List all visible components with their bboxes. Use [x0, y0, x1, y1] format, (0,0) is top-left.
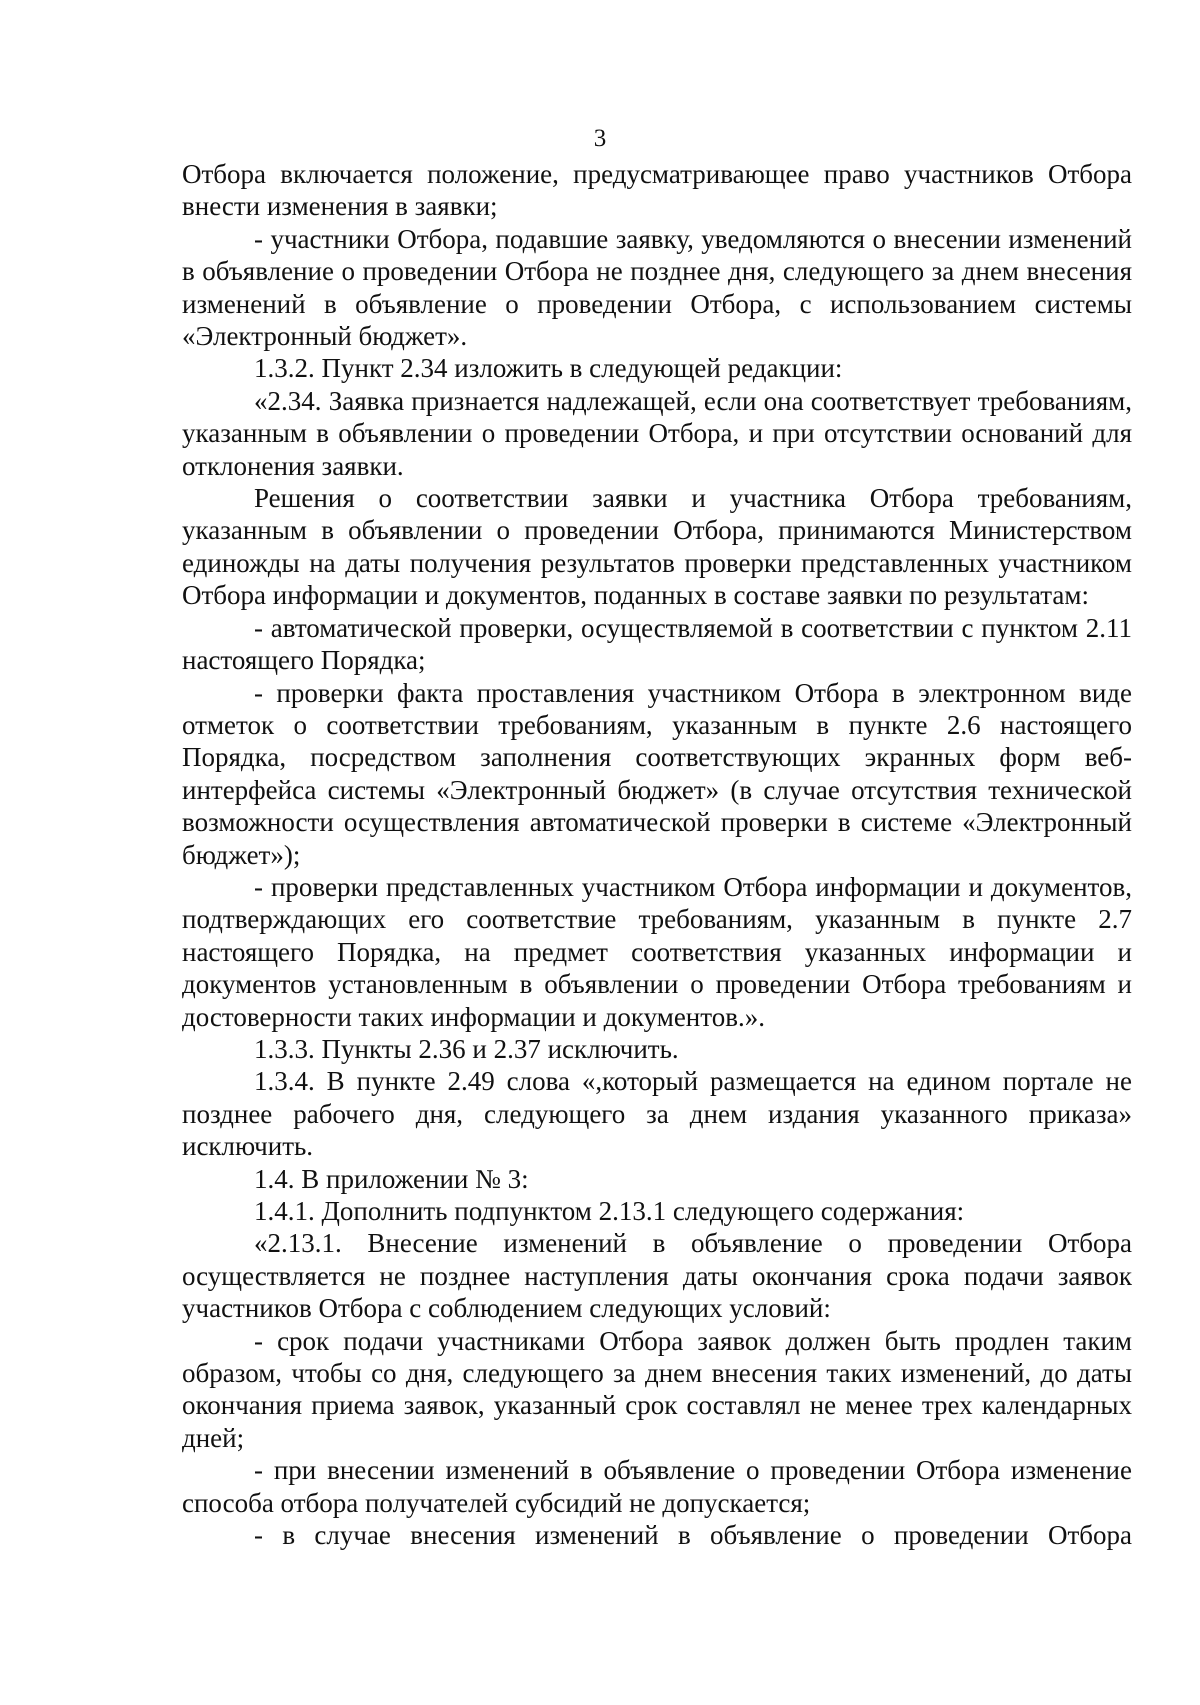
document-body: [182, 158, 1132, 1551]
paragraph-6: - автоматической проверки, осуществляемой в соответствии с пунктом 2.11 настоящего Порядка;: [182, 612, 1132, 676]
paragraph-4: «2.34. Заявка признается надлежащей, если она соответствует требованиям, указанным в объявлении о проведении Отбора, и при отсутствии оснований для отклонения заявки.: [182, 385, 1132, 481]
paragraph-1: Отбора включается положение, предусматривающее право участников Отбора внести изменения в заявки;: [182, 159, 1132, 222]
paragraph-10: 1.3.4. В пункте 2.49 слова «,который размещается на едином портале не позднее рабочего дня, следующего за днем издания указанного приказа» исключить.: [182, 1066, 1132, 1162]
paragraph-5: Решения о соответствии заявки и участника Отбора требованиям, указанным в объявлении о проведении Отбора, принимаются Министерством единожды на даты получения результатов проверки представленных участником Отбора информации и документов, поданных в составе заявки по результатам:: [182, 483, 1132, 611]
paragraph-9: 1.3.3. Пункты 2.36 и 2.37 исключить.: [254, 1033, 679, 1064]
paragraph-11: 1.4. В приложении № 3:: [254, 1163, 529, 1194]
paragraph-15: - при внесении изменений в объявление о проведении Отбора изменение способа отбора получателей субсидий не допускается;: [182, 1455, 1132, 1518]
paragraph-2: - участники Отбора, подавшие заявку, уведомляются о внесении изменений в объявление о проведении Отбора не позднее дня, следующего за днем внесения изменений в объявление о проведении Отбора, с использованием системы «Электронный бюджет».: [182, 223, 1132, 352]
paragraph-13: «2.13.1. Внесение изменений в объявление о проведении Отбора осуществляется не позднее наступления даты окончания срока подачи заявок участников Отбора с соблюдением следующих условий:: [182, 1228, 1132, 1324]
paragraph-8: - проверки представленных участником Отбора информации и документов, подтверждающих его соответствие требованиям, указанным в пункте 2.7 настоящего Порядка, на предмет соответствия указанных информации и документов установленным в объявлении о проведении Отбора требованиям и достоверности таких информации и документов.».: [182, 871, 1132, 1032]
paragraph-3: 1.3.2. Пункт 2.34 изложить в следующей редакции:: [254, 353, 843, 384]
page-number: 3: [593, 125, 607, 152]
paragraph-7: - проверки факта проставления участником Отбора в электронном виде отметок о соответствии требованиям, указанным в пункте 2.6 настоящего Порядка, посредством заполнения соответствующих экранных форм веб-интерфейса системы «Электронный бюджет» (в случае отсутствия технической возможности осуществления автоматической проверки в системе «Электронный бюджет»);: [182, 677, 1132, 870]
paragraph-16: - в случае внесения изменений в объявление о проведении Отбора: [254, 1520, 1132, 1551]
paragraph-12: 1.4.1. Дополнить подпунктом 2.13.1 следующего содержания:: [254, 1196, 965, 1226]
paragraph-14: - срок подачи участниками Отбора заявок должен быть продлен таким образом, чтобы со дня, следующего за днем внесения таких изменений, до даты окончания приема заявок, указанный срок составлял не менее трех календарных дней;: [182, 1325, 1132, 1453]
